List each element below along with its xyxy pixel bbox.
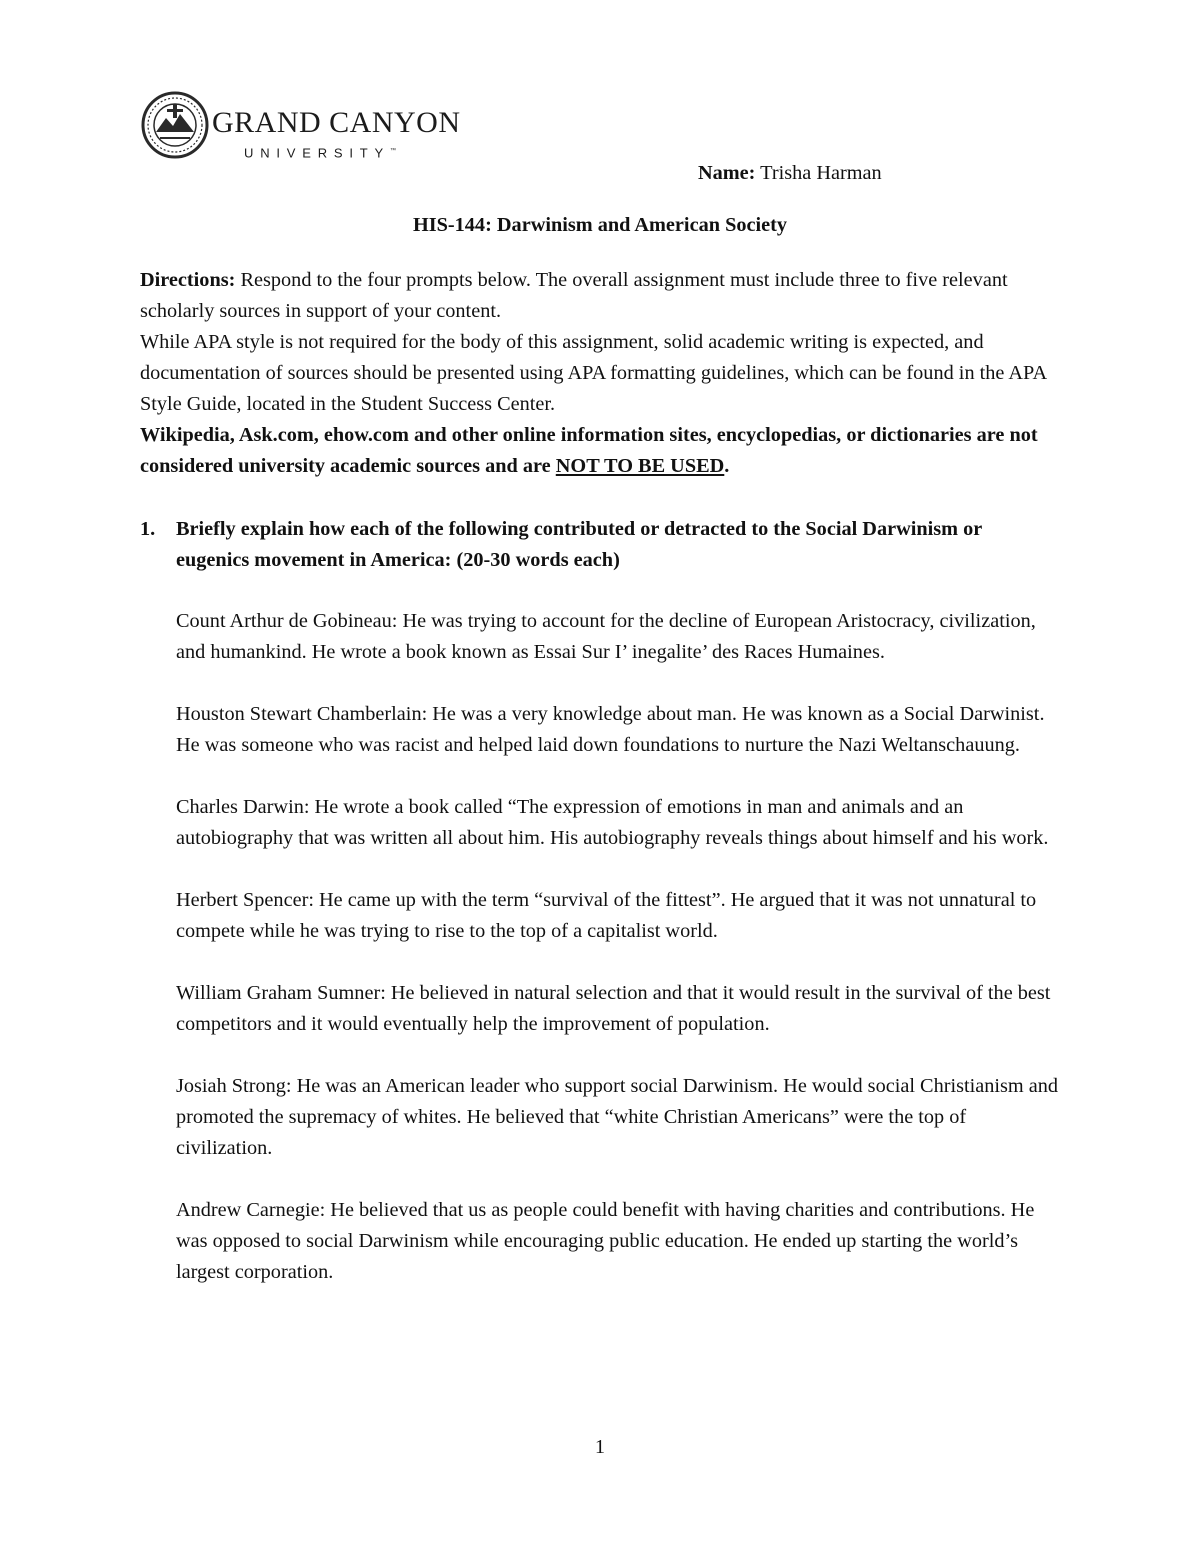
- answer-chamberlain: Houston Stewart Chamberlain: He was a very knowledge about man. He was known as a Social Darwinist. He was someone who was racist and helped laid down foundations to nurture the Nazi Weltanschauung.: [176, 703, 1045, 756]
- answer-carnegie: Andrew Carnegie: He believed that us as people could benefit with having charities and contributions. He was opposed to social Darwinism while encouraging public education. He ended up starting the world’s largest corporation.: [176, 1199, 1035, 1283]
- answer-strong: Josiah Strong: He was an American leader who support social Darwinism. He would social Christianism and promoted the supremacy of whites. He believed that “white Christian Americans” were the top of civilization.: [176, 1075, 1059, 1159]
- answers-list: [176, 606, 1066, 1319]
- logo-subtitle: [244, 144, 461, 160]
- answer-darwin: Charles Darwin: He wrote a book called “The expression of emotions in man and animals and an autobiography that was written all about him. His autobiography reveals things about himself and his work.: [176, 796, 1049, 849]
- sources-warning: [140, 420, 1060, 482]
- logo-subtitle-text: UNIVERSITY: [244, 145, 391, 161]
- question-number: 1.: [140, 518, 156, 540]
- answer-spencer: Herbert Spencer: He came up with the term “survival of the fittest”. He argued that it was not unnatural to compete while he was trying to rise to the top of a capitalist world.: [176, 889, 1037, 942]
- answer-sumner: William Graham Sumner: He believed in natural selection and that it would result in the survival of the best competitors and it would eventually help the improvement of population.: [176, 982, 1051, 1035]
- question-text: Briefly explain how each of the following contributed or detracted to the Social Darwinism or eugenics movement in America: (20-30 words each): [176, 518, 982, 571]
- student-name-line: [698, 158, 882, 189]
- warning-end: .: [724, 455, 730, 477]
- logo-wordmark: [212, 108, 461, 160]
- warning-text: Wikipedia, Ask.com, ehow.com and other online information sites, encyclopedias, or dictionaries are not considered university academic sources and are: [140, 424, 1038, 477]
- directions-block: [140, 265, 1060, 482]
- directions-text: Respond to the four prompts below. The overall assignment must include three to five relevant scholarly sources in support of your content.: [140, 269, 1008, 322]
- page-number: 1: [594, 1436, 606, 1458]
- university-logo: [140, 88, 460, 163]
- directions-label: Directions:: [140, 269, 236, 291]
- answer-gobineau: Count Arthur de Gobineau: He was trying to account for the decline of European Aristocracy, civilization, and humankind. He wrote a book known as Essai Sur I’ inegalite’ des Races Humaines.: [176, 610, 1036, 663]
- seal-icon: [140, 88, 210, 163]
- name-label: Name:: [698, 162, 756, 184]
- apa-paragraph: While APA style is not required for the body of this assignment, solid academic writing is expected, and documentation of sources should be presented using APA formatting guidelines, which can be found in the APA Style Guide, located in the Student Success Center.: [140, 331, 1046, 415]
- not-to-be-used: NOT TO BE USED: [555, 455, 725, 477]
- student-name: Trisha Harman: [760, 162, 882, 184]
- directions-paragraph: [140, 265, 1060, 327]
- question-1: [140, 514, 1060, 576]
- trademark-symbol: ™: [390, 148, 397, 154]
- course-title: HIS-144: Darwinism and American Society: [412, 214, 788, 236]
- logo-name: GRAND CANYON: [212, 106, 461, 139]
